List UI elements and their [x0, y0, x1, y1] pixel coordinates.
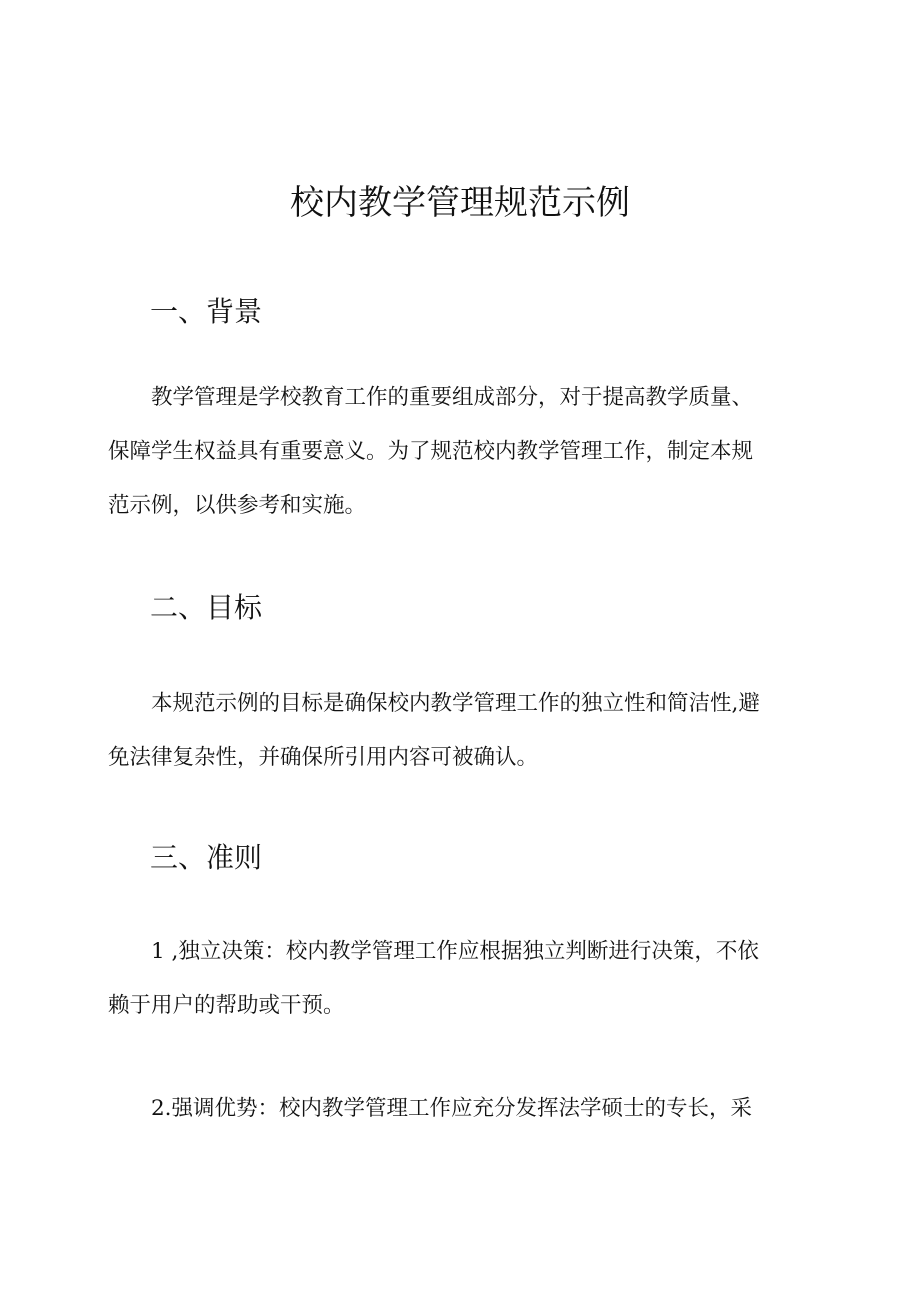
section-paragraph-goals [108, 677, 812, 785]
paragraph-line: 保障学生权益具有重要意义。为了规范校内教学管理工作，制定本规 [108, 439, 754, 464]
document-title: 校内教学管理规范示例 [290, 183, 630, 223]
section-heading-background: 一、背景 [150, 295, 263, 328]
paragraph-line: 本规范示例的目标是确保校内教学管理工作的独立性和简洁性,避 [151, 691, 760, 716]
principle-item-1 [108, 925, 812, 1033]
section-heading-goals: 二、目标 [150, 591, 263, 624]
paragraph-line: 1 ,独立决策：校内教学管理工作应根据独立判断进行决策，不依 [151, 939, 759, 964]
section-paragraph-background [108, 371, 812, 533]
paragraph-line: 范示例，以供参考和实施。 [108, 493, 367, 518]
paragraph-line: 2.强调优势：校内教学管理工作应充分发挥法学硕士的专长，采 [151, 1096, 753, 1121]
principle-item-2 [108, 1082, 812, 1136]
paragraph-line: 免法律复杂性，并确保所引用内容可被确认。 [108, 745, 539, 770]
paragraph-line: 赖于用户的帮助或干预。 [108, 993, 345, 1018]
paragraph-line: 教学管理是学校教育工作的重要组成部分，对于提高教学质量、 [151, 385, 754, 410]
section-heading-principles: 三、准则 [150, 841, 263, 874]
